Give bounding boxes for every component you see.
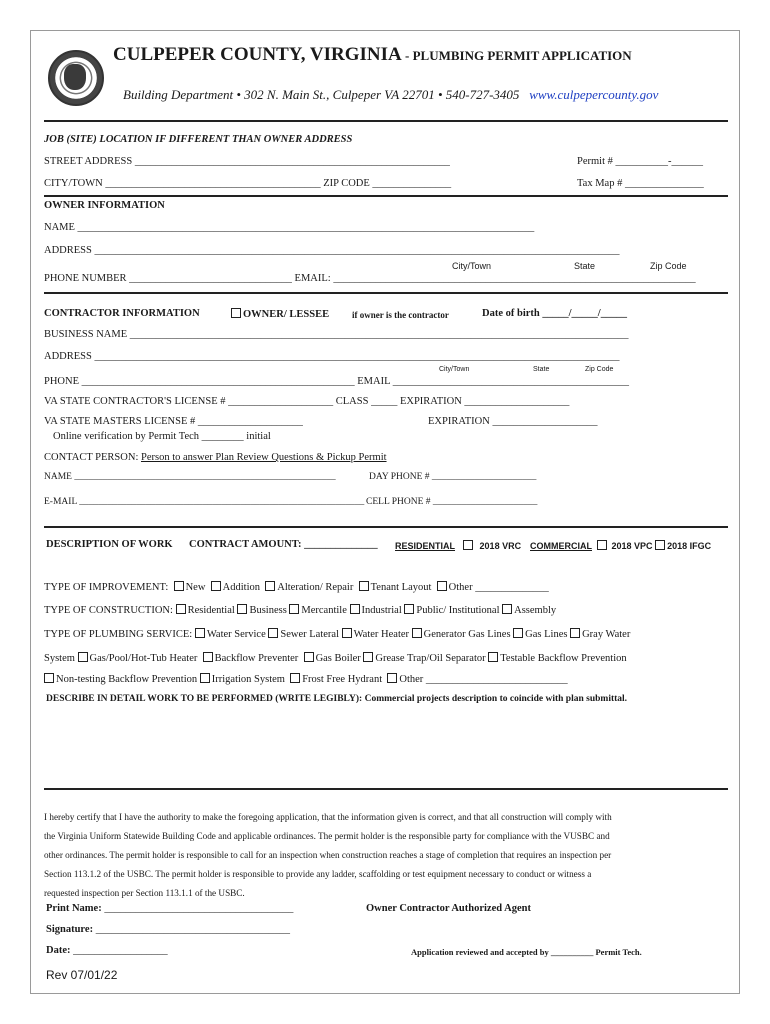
option-plumbing-other[interactable] bbox=[387, 674, 567, 685]
checkbox-icon bbox=[463, 540, 473, 550]
contractor-license-field[interactable]: VA STATE CONTRACTOR'S LICENSE # ____________________ CLASS _____ EXPIRATION ____________________ bbox=[44, 396, 570, 407]
checkbox-icon bbox=[342, 628, 352, 638]
option-pool-heater[interactable] bbox=[78, 653, 198, 664]
option-grease-trap[interactable] bbox=[363, 653, 485, 664]
form-name: - PLUMBING PERMIT APPLICATION bbox=[401, 48, 632, 63]
option-non-testing-backflow[interactable] bbox=[44, 674, 197, 685]
checkbox-icon bbox=[363, 652, 373, 662]
option-label: Business bbox=[249, 605, 287, 616]
form-title bbox=[113, 44, 632, 66]
if-owner-note: if owner is the contractor bbox=[352, 310, 449, 320]
checkbox-icon bbox=[387, 673, 397, 683]
option-other[interactable] bbox=[437, 582, 549, 593]
checkbox-icon bbox=[570, 628, 580, 638]
improvement-row bbox=[44, 581, 549, 593]
contractor-state-sublabel: State bbox=[533, 366, 550, 373]
residential-option[interactable] bbox=[395, 540, 521, 551]
option-label: Backflow Preventer bbox=[214, 653, 299, 664]
reviewed-by-field[interactable]: Application reviewed and accepted by __________ Permit Tech. bbox=[411, 947, 642, 957]
checkbox-icon bbox=[237, 604, 247, 614]
divider bbox=[44, 292, 728, 294]
option-gas-boiler[interactable] bbox=[304, 653, 361, 664]
street-address-field[interactable]: STREET ADDRESS ____________________________________________________________ bbox=[44, 156, 450, 167]
option-public[interactable] bbox=[404, 605, 499, 616]
checkbox-icon bbox=[78, 652, 88, 662]
owner-state-sublabel: State bbox=[574, 261, 596, 271]
option-water-service[interactable] bbox=[195, 629, 266, 640]
owner-name-field[interactable]: NAME _______________________________________________________________________________________ bbox=[44, 222, 535, 233]
revision-label: Rev 07/01/22 bbox=[46, 968, 118, 982]
department-address: Building Department • 302 N. Main St., Culpeper VA 22701 • 540-727-3405 bbox=[123, 87, 520, 102]
option-assembly[interactable] bbox=[502, 605, 556, 616]
option-addition[interactable] bbox=[211, 582, 260, 593]
checkbox-icon bbox=[412, 628, 422, 638]
checkbox-icon bbox=[488, 652, 498, 662]
plumbing-row-2 bbox=[44, 652, 627, 664]
checkbox-icon bbox=[304, 652, 314, 662]
vrc-label: 2018 VRC bbox=[479, 541, 522, 551]
system-label: System bbox=[44, 653, 75, 664]
commercial-option[interactable] bbox=[530, 540, 711, 551]
option-business[interactable] bbox=[237, 605, 286, 616]
contractor-address-field[interactable]: ADDRESS ____________________________________________________________________________________________________ bbox=[44, 351, 620, 362]
checkbox-icon bbox=[174, 581, 184, 591]
checkbox-icon bbox=[176, 604, 186, 614]
divider bbox=[44, 526, 728, 528]
certification-line: other ordinances. The permit holder is responsible to call for an inspection when construction reaches a stage of completion that requires an inspection per bbox=[44, 850, 612, 860]
print-name-line: ____________________________________ bbox=[104, 903, 294, 914]
date-label: Date: bbox=[46, 945, 71, 956]
date-line: __________________ bbox=[73, 945, 168, 956]
option-label: Industrial bbox=[361, 605, 402, 616]
owner-lessee-label: OWNER/ LESSEE bbox=[243, 309, 330, 320]
plumbing-row-1 bbox=[44, 628, 630, 640]
certification-line: I hereby certify that I have the authority to make the foregoing application, that the information given is correct, and that all construction will comply with bbox=[44, 812, 612, 822]
vpc-label: 2018 VPC bbox=[611, 541, 653, 551]
residential-label: RESIDENTIAL bbox=[395, 541, 456, 551]
contact-person-label: CONTACT PERSON: bbox=[44, 452, 141, 463]
contact-name-field[interactable]: NAME _______________________________________________________ bbox=[44, 472, 336, 482]
date-field[interactable] bbox=[46, 945, 168, 956]
option-label: Gas Lines bbox=[525, 629, 568, 640]
checkbox-icon bbox=[655, 540, 665, 550]
option-alteration[interactable] bbox=[265, 582, 353, 593]
checkbox-icon bbox=[195, 628, 205, 638]
masters-license-field[interactable]: VA STATE MASTERS LICENSE # ____________________ bbox=[44, 416, 303, 427]
contractor-zip-sublabel: Zip Code bbox=[585, 366, 614, 373]
county-name: CULPEPER COUNTY, VIRGINIA bbox=[113, 44, 402, 65]
divider bbox=[44, 788, 728, 790]
owner-address-field[interactable]: ADDRESS ____________________________________________________________________________________________________ bbox=[44, 245, 620, 256]
day-phone-field[interactable]: DAY PHONE # ______________________ bbox=[369, 472, 537, 482]
certification-line: requested inspection per Section 113.1.1 of the USBC. bbox=[44, 888, 245, 898]
header-address bbox=[123, 87, 658, 103]
checkbox-icon bbox=[44, 673, 54, 683]
detail-heading: DESCRIBE IN DETAIL WORK TO BE PERFORMED (WRITE LEGIBLY): Commercial projects description to coincide with plan submittal. bbox=[46, 694, 628, 704]
checkbox-icon bbox=[404, 604, 414, 614]
option-residential[interactable] bbox=[176, 605, 235, 616]
checkbox-icon bbox=[203, 652, 213, 662]
option-label: Other ______________ bbox=[448, 582, 549, 593]
plumbing-row-3 bbox=[44, 673, 568, 685]
checkbox-icon bbox=[211, 581, 221, 591]
option-label: Sewer Lateral bbox=[280, 629, 339, 640]
option-water-heater[interactable] bbox=[342, 629, 409, 640]
option-label: Other ___________________________ bbox=[399, 674, 568, 685]
checkbox-icon bbox=[265, 581, 275, 591]
divider bbox=[44, 120, 728, 122]
checkbox-icon bbox=[513, 628, 523, 638]
job-site-heading: JOB (SITE) LOCATION IF DIFFERENT THAN OWNER ADDRESS bbox=[44, 134, 353, 145]
option-label: Generator Gas Lines bbox=[423, 629, 511, 640]
option-label: Water Heater bbox=[353, 629, 410, 640]
option-label: Mercantile bbox=[301, 605, 347, 616]
option-label: Testable Backflow Prevention bbox=[500, 653, 627, 664]
signature-field[interactable] bbox=[46, 924, 290, 935]
option-new[interactable] bbox=[174, 582, 206, 593]
option-gas-lines[interactable] bbox=[513, 629, 567, 640]
option-irrigation[interactable] bbox=[200, 674, 285, 685]
option-label: Irrigation System bbox=[211, 674, 285, 685]
option-mercantile[interactable] bbox=[289, 605, 346, 616]
option-frost-free-hydrant[interactable] bbox=[290, 674, 382, 685]
option-label: Grease Trap/Oil Separator bbox=[375, 653, 486, 664]
checkbox-icon bbox=[231, 308, 241, 318]
date-of-birth-field[interactable]: Date of birth _____/_____/_____ bbox=[482, 308, 627, 319]
owner-zip-sublabel: Zip Code bbox=[650, 261, 687, 271]
contact-person-note: Person to answer Plan Review Questions & Pickup Permit bbox=[140, 452, 387, 463]
owner-lessee-checkbox[interactable] bbox=[231, 308, 329, 320]
option-label: Water Service bbox=[206, 629, 266, 640]
option-label: New bbox=[185, 582, 206, 593]
cell-phone-field[interactable]: CELL PHONE # ______________________ bbox=[366, 497, 538, 507]
option-sewer-lateral[interactable] bbox=[268, 629, 339, 640]
certification-text bbox=[44, 808, 612, 903]
plumbing-label: TYPE OF PLUMBING SERVICE: bbox=[44, 629, 193, 640]
checkbox-icon bbox=[350, 604, 360, 614]
print-name-label: Print Name: bbox=[46, 903, 102, 914]
role-label: Owner Contractor Authorized Agent bbox=[366, 903, 531, 914]
owner-phone-email-field[interactable]: PHONE NUMBER _______________________________ EMAIL: _____________________________________________________________________ bbox=[44, 273, 696, 284]
work-description-area[interactable] bbox=[46, 712, 726, 784]
divider bbox=[44, 195, 728, 197]
option-generator-gas[interactable] bbox=[412, 629, 511, 640]
commercial-label: COMMERCIAL bbox=[530, 541, 592, 551]
checkbox-icon bbox=[502, 604, 512, 614]
certification-line: the Virginia Uniform Statewide Building Code and applicable ordinances. The permit holder is the responsible party for compliance with the VUSBC and bbox=[44, 831, 610, 841]
signature-line: _____________________________________ bbox=[95, 924, 290, 935]
contractor-city-sublabel: City/Town bbox=[439, 366, 470, 373]
improvement-label: TYPE OF IMPROVEMENT: bbox=[44, 582, 169, 593]
owner-city-sublabel: City/Town bbox=[452, 261, 492, 271]
county-seal-icon bbox=[48, 50, 104, 106]
owner-heading: OWNER INFORMATION bbox=[44, 200, 165, 211]
website-link[interactable]: www.culpepercounty.gov bbox=[529, 87, 659, 102]
option-label: Frost Free Hydrant bbox=[302, 674, 383, 685]
permit-number-field[interactable]: Permit # __________-______ bbox=[577, 156, 703, 167]
option-tenant-layout[interactable] bbox=[359, 582, 432, 593]
option-label: Gas/Pool/Hot-Tub Heater bbox=[89, 653, 198, 664]
ifgc-label: 2018 IFGC bbox=[667, 541, 712, 551]
contact-person-line bbox=[44, 452, 387, 463]
contractor-phone-email-field[interactable]: PHONE ____________________________________________________ EMAIL _____________________________________________ bbox=[44, 376, 629, 387]
checkbox-icon bbox=[268, 628, 278, 638]
contractor-heading: CONTRACTOR INFORMATION bbox=[44, 308, 200, 319]
checkbox-icon bbox=[597, 540, 607, 550]
option-industrial[interactable] bbox=[350, 605, 402, 616]
print-name-field[interactable] bbox=[46, 903, 293, 914]
tax-map-field[interactable]: Tax Map # _______________ bbox=[577, 178, 704, 189]
online-verification-field[interactable]: Online verification by Permit Tech ________ initial bbox=[53, 431, 271, 442]
business-name-field[interactable]: BUSINESS NAME _______________________________________________________________________________________________ bbox=[44, 329, 629, 340]
description-heading: DESCRIPTION OF WORK bbox=[46, 539, 173, 550]
contract-amount-field[interactable]: CONTRACT AMOUNT: ______________ bbox=[189, 539, 378, 550]
checkbox-icon bbox=[359, 581, 369, 591]
checkbox-icon bbox=[437, 581, 447, 591]
option-label: Non-testing Backflow Prevention bbox=[56, 674, 198, 685]
option-label: Tenant Layout bbox=[370, 582, 432, 593]
option-label: Public/ Institutional bbox=[416, 605, 500, 616]
construction-row bbox=[44, 604, 556, 616]
option-testable-backflow[interactable] bbox=[488, 653, 626, 664]
option-label: Gray Water bbox=[582, 629, 631, 640]
signature-label: Signature: bbox=[46, 924, 94, 935]
option-label: Alteration/ Repair bbox=[277, 582, 354, 593]
checkbox-icon bbox=[289, 604, 299, 614]
checkbox-icon bbox=[200, 673, 210, 683]
construction-label: TYPE OF CONSTRUCTION: bbox=[44, 605, 173, 616]
option-label: Addition bbox=[222, 582, 260, 593]
option-backflow-preventer[interactable] bbox=[203, 653, 299, 664]
option-label: Residential bbox=[187, 605, 235, 616]
option-label: Assembly bbox=[514, 605, 557, 616]
certification-line: Section 113.1.2 of the USBC. The permit holder is responsible to provide any ladder, scaffolding or test equipment necessary to conduct or witness a bbox=[44, 869, 592, 879]
option-label: Gas Boiler bbox=[315, 653, 361, 664]
contact-email-field[interactable]: E-MAIL ____________________________________________________________ bbox=[44, 497, 365, 507]
checkbox-icon bbox=[290, 673, 300, 683]
option-gray-water[interactable] bbox=[570, 629, 630, 640]
masters-expiration-field[interactable]: EXPIRATION ____________________ bbox=[428, 416, 598, 427]
city-zip-field[interactable]: CITY/TOWN _________________________________________ ZIP CODE _______________ bbox=[44, 178, 452, 189]
